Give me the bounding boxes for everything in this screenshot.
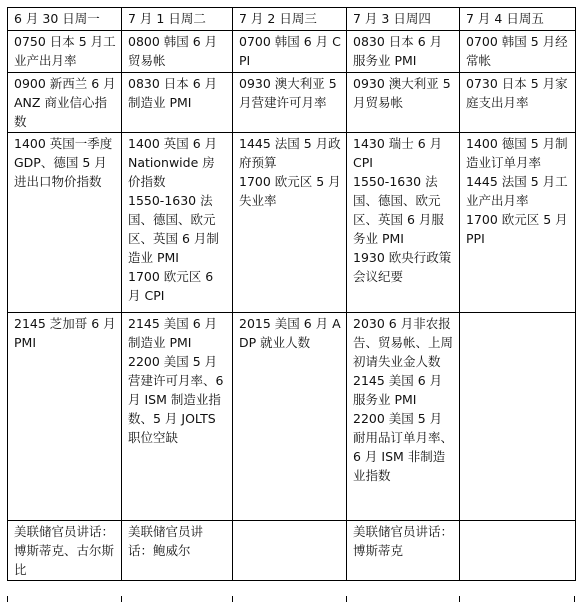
table-cell: [8, 133, 122, 313]
event-entry: 0700 韩国 6 月 CPI: [239, 34, 341, 68]
event-entry: 1700 欧元区 6 月 CPI: [128, 269, 214, 303]
table-cell: [460, 31, 576, 73]
table-cell: [8, 31, 122, 73]
table-cell-empty: [233, 521, 347, 581]
event-entry: 1445 法国 5 月工业产出月率: [466, 174, 568, 208]
table-cell: [233, 133, 347, 313]
event-entry: 0830 日本 6 月服务业 PMI: [353, 34, 443, 68]
economic-calendar: [7, 7, 576, 581]
event-entry: 2200 美国 5 月耐用品订单月率、6 月 ISM 非制造业指数: [353, 411, 454, 483]
event-entry: 1400 英国 6 月 Nationwide 房价指数: [128, 136, 218, 189]
event-entry: 1550-1630 法国、德国、欧元区、英国 6 月服务业 PMI: [353, 174, 444, 246]
event-entry: 2145 芝加哥 6 月 PMI: [14, 316, 116, 350]
table-cell: [233, 31, 347, 73]
table-cell: [347, 73, 460, 133]
table-cell: [347, 133, 460, 313]
table-cell: [347, 31, 460, 73]
table-cell-empty: [460, 313, 576, 521]
gridline: [232, 596, 233, 602]
table-cell: [122, 73, 233, 133]
weekly-schedule-table: [7, 7, 576, 581]
event-entry: 0700 韩国 5 月经常帐: [466, 34, 568, 68]
gridline: [346, 596, 347, 602]
gridline: [121, 596, 122, 602]
event-entry: 0830 日本 6 月制造业 PMI: [128, 76, 218, 110]
table-row: [8, 521, 576, 581]
table-cell: [233, 313, 347, 521]
event-entry: 0930 澳大利亚 5 月营建许可月率: [239, 76, 337, 110]
event-entry: 2145 美国 6 月服务业 PMI: [353, 373, 443, 407]
table-cell: [460, 133, 576, 313]
table-cell: [122, 313, 233, 521]
table-cell: [347, 521, 460, 581]
event-entry: 0730 日本 5 月家庭支出月率: [466, 76, 568, 110]
event-entry: 美联储官员讲话：博斯蒂克、古尔斯比: [14, 524, 115, 577]
gridline: [574, 596, 575, 602]
day-header-mon: 6 月 30 日周一: [8, 8, 122, 31]
event-entry: 1400 英国一季度 GDP、德国 5 月进出口物价指数: [14, 136, 113, 189]
day-header-fri: 7 月 4 日周五: [460, 8, 576, 31]
event-entry: 1550-1630 法国、德国、欧元区、英国 6 月制造业 PMI: [128, 193, 219, 265]
header-row: [8, 8, 576, 31]
table-cell: [8, 73, 122, 133]
event-entry: 2200 美国 5 月营建许可月率、6 月 ISM 制造业指数、5 月 JOLTS 职位空缺: [128, 354, 224, 445]
table-cell: [8, 521, 122, 581]
event-entry: 1700 欧元区 5 月 PPI: [466, 212, 568, 246]
table-cell: [122, 31, 233, 73]
event-entry: 2145 美国 6 月制造业 PMI: [128, 316, 218, 350]
table-cell: [8, 313, 122, 521]
gridline: [7, 596, 8, 602]
table-row: [8, 133, 576, 313]
event-entry: 0900 新西兰 6 月 ANZ 商业信心指数: [14, 76, 116, 129]
table-cell: [347, 313, 460, 521]
table-cell: [122, 521, 233, 581]
table-row: [8, 31, 576, 73]
event-entry: 2030 6 月非农报告、贸易帐、上周初请失业金人数: [353, 316, 454, 369]
event-entry: 1700 欧元区 5 月失业率: [239, 174, 341, 208]
day-header-tue: 7 月 1 日周二: [122, 8, 233, 31]
gridline: [459, 596, 460, 602]
event-entry: 1400 德国 5 月制造业订单月率: [466, 136, 568, 170]
table-cell-empty: [460, 521, 576, 581]
day-header-thu: 7 月 3 日周四: [347, 8, 460, 31]
table-row: [8, 73, 576, 133]
table-row: [8, 313, 576, 521]
table-cell: [460, 73, 576, 133]
table-continuation-lines: [7, 596, 575, 602]
event-entry: 美联储官员讲话：鲍威尔: [128, 524, 204, 558]
event-entry: 1445 法国 5 月政府预算: [239, 136, 341, 170]
event-entry: 2015 美国 6 月 ADP 就业人数: [239, 316, 341, 350]
event-entry: 1430 瑞士 6 月 CPI: [353, 136, 443, 170]
event-entry: 美联储官员讲话：博斯蒂克: [353, 524, 454, 558]
table-cell: [233, 73, 347, 133]
event-entry: 0800 韩国 6 月贸易帐: [128, 34, 218, 68]
day-header-wed: 7 月 2 日周三: [233, 8, 347, 31]
event-entry: 0750 日本 5 月工业产出月率: [14, 34, 116, 68]
table-cell: [122, 133, 233, 313]
event-entry: 1930 欧央行政策会议纪要: [353, 250, 452, 284]
event-entry: 0930 澳大利亚 5 月贸易帐: [353, 76, 451, 110]
